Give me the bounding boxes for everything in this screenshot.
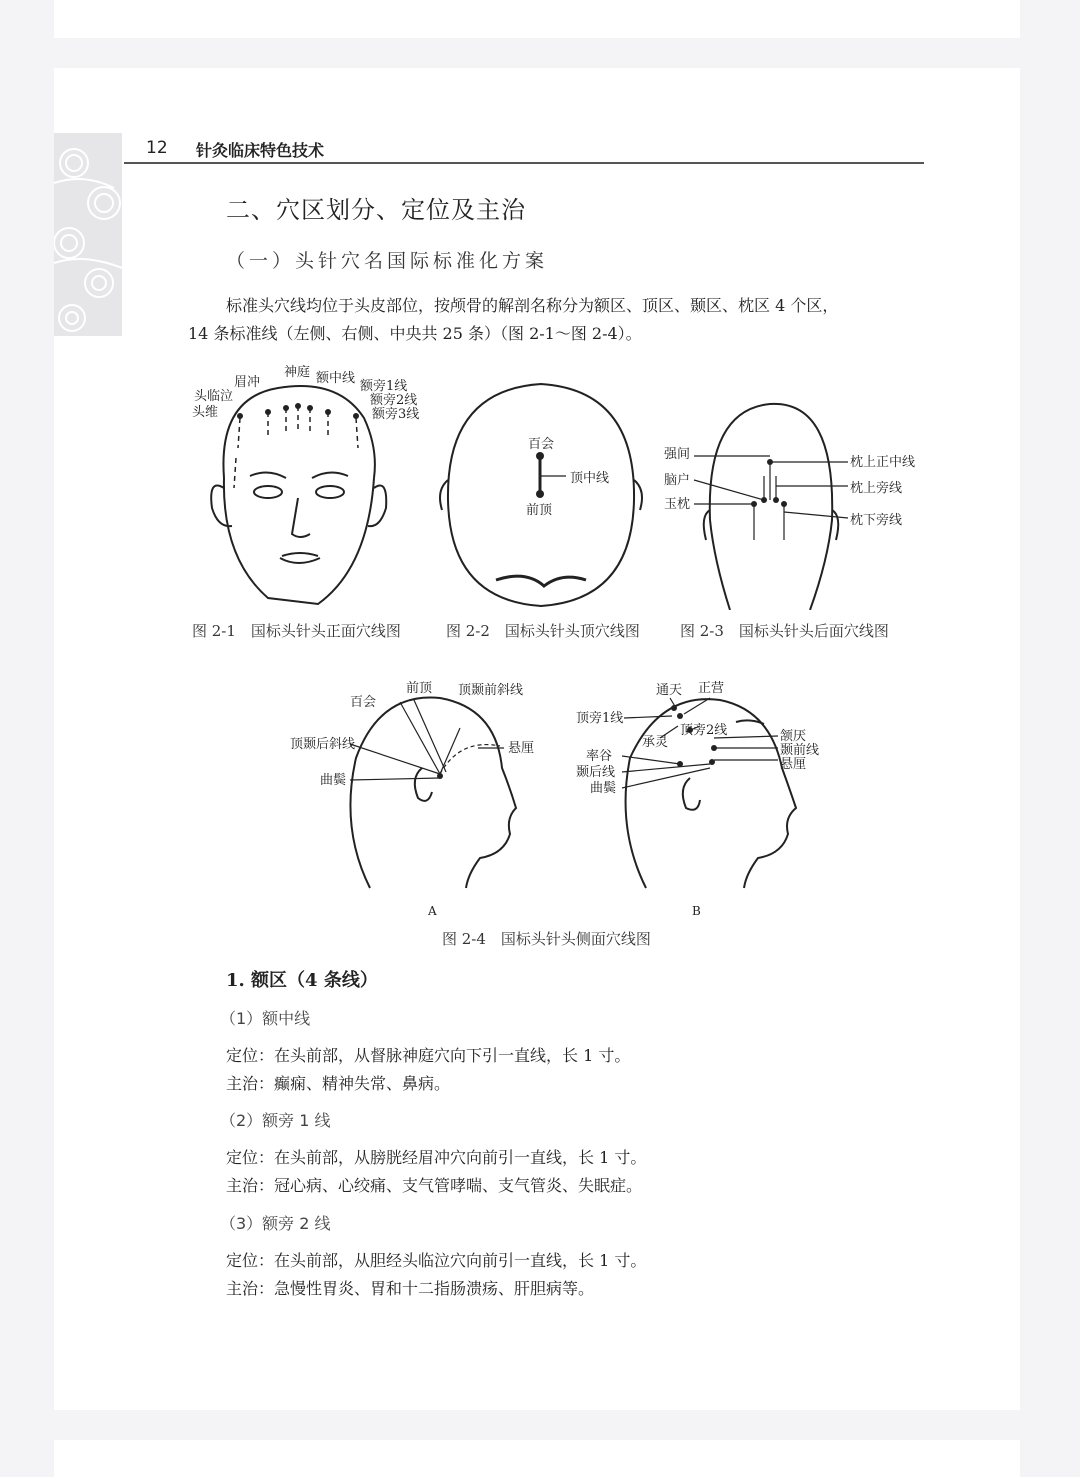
label-han-yan: 颔厌 (780, 729, 807, 744)
label-qu-bin-a: 曲鬓 (320, 773, 347, 788)
label-shenting: 神庭 (284, 365, 311, 380)
label-qian-ding-a: 前顶 (406, 681, 433, 696)
label-tou-lin-qi: 头临泣 (194, 389, 234, 404)
running-header-title: 针灸临床特色技术 (196, 141, 325, 160)
figure-2-4-b-side-head (560, 678, 830, 898)
label-ding-pang-1: 顶旁1线 (576, 711, 624, 726)
caption-figure-2-3: 图 2-3 国标头针头后面穴线图 (680, 622, 889, 640)
label-bai-hui: 百会 (528, 437, 555, 452)
label-ding-nie-hou-xie-xian: 顶颞后斜线 (290, 737, 356, 752)
item-3-location: 定位：在头前部，从胆经头临泣穴向前引一直线，长 1 寸。 (226, 1251, 647, 1270)
figure-2-1-front-head (188, 358, 428, 608)
next-page (54, 1440, 1020, 1477)
label-e-pang-1: 额旁1线 (360, 379, 408, 394)
panel-label-a: A (428, 904, 437, 918)
figure-2-3-back-head (660, 400, 920, 610)
caption-figure-2-1: 图 2-1 国标头针头正面穴线图 (192, 622, 401, 640)
caption-figure-2-4: 图 2-4 国标头针头侧面穴线图 (442, 930, 651, 948)
panel-label-b: B (692, 904, 701, 918)
label-shuai-gu: 率谷 (586, 749, 613, 764)
label-qian-ding: 前顶 (526, 503, 553, 518)
label-cheng-ling: 承灵 (642, 735, 669, 750)
label-zhen-xia-pang-xian: 枕下旁线 (850, 513, 903, 528)
label-ding-pang-2: 顶旁2线 (680, 723, 728, 738)
item-1-name: （1）额中线 (220, 1009, 311, 1028)
item-2-location: 定位：在头前部，从膀胱经眉冲穴向前引一直线，长 1 寸。 (226, 1148, 647, 1167)
label-qu-bin-b: 曲鬓 (590, 781, 617, 796)
label-nao-hu: 脑户 (664, 473, 691, 488)
figure-2-4-a-side-head (290, 678, 540, 898)
figure-2-2-top-head (436, 380, 646, 610)
label-xuan-li-b: 悬厘 (780, 757, 807, 772)
item-1-treatment: 主治：癫痫、精神失常、鼻病。 (226, 1074, 451, 1093)
label-e-pang-2: 额旁2线 (370, 393, 418, 408)
label-zhen-shang-zheng-zhong-xian: 枕上正中线 (850, 455, 916, 470)
label-zheng-ying: 正营 (698, 681, 725, 696)
label-ding-zhong-xian: 顶中线 (570, 471, 610, 486)
label-tou-wei: 头维 (192, 405, 219, 420)
label-xuan-li-a: 悬厘 (508, 741, 535, 756)
caption-figure-2-2: 图 2-2 国标头针头顶穴线图 (446, 622, 640, 640)
label-ding-nie-qian-xie-xian: 顶颞前斜线 (458, 683, 524, 698)
item-2-name: （2）额旁 1 线 (220, 1111, 331, 1130)
label-nie-qian-xian: 颞前线 (780, 743, 820, 758)
cloud-pattern-decoration (54, 133, 122, 336)
label-qiang-jian: 强间 (664, 447, 691, 462)
label-meichong: 眉冲 (234, 375, 261, 390)
label-bai-hui-a: 百会 (350, 695, 377, 710)
subsection-title: （一）头针穴名国际标准化方案 (226, 250, 549, 272)
previous-page (54, 0, 1020, 38)
item-3-treatment: 主治：急慢性胃炎、胃和十二指肠溃疡、肝胆病等。 (226, 1279, 595, 1298)
area-1-title: 1. 额区（4 条线） (226, 970, 378, 991)
header-rule (124, 162, 924, 164)
intro-line-1: 标准头穴线均位于头皮部位，按颅骨的解剖名称分为额区、顶区、颞区、枕区 4 个区， (226, 296, 839, 315)
intro-line-2: 14 条标准线（左侧、右侧、中央共 25 条）（图 2-1～图 2-4）。 (188, 324, 642, 343)
section-title: 二、穴区划分、定位及主治 (226, 196, 526, 224)
label-zhen-shang-pang-xian: 枕上旁线 (850, 481, 903, 496)
label-nie-hou-xian: 颞后线 (576, 765, 616, 780)
item-2-treatment: 主治：冠心病、心绞痛、支气管哮喘、支气管炎、失眠症。 (226, 1176, 643, 1195)
page-number: 12 (146, 138, 168, 158)
label-e-zhong-xian: 额中线 (316, 371, 356, 386)
label-yu-zhen: 玉枕 (664, 497, 691, 512)
label-tong-tian: 通天 (656, 683, 683, 698)
item-1-location: 定位：在头前部，从督脉神庭穴向下引一直线，长 1 寸。 (226, 1046, 631, 1065)
label-e-pang-3: 额旁3线 (372, 407, 420, 422)
item-3-name: （3）额旁 2 线 (220, 1214, 331, 1233)
